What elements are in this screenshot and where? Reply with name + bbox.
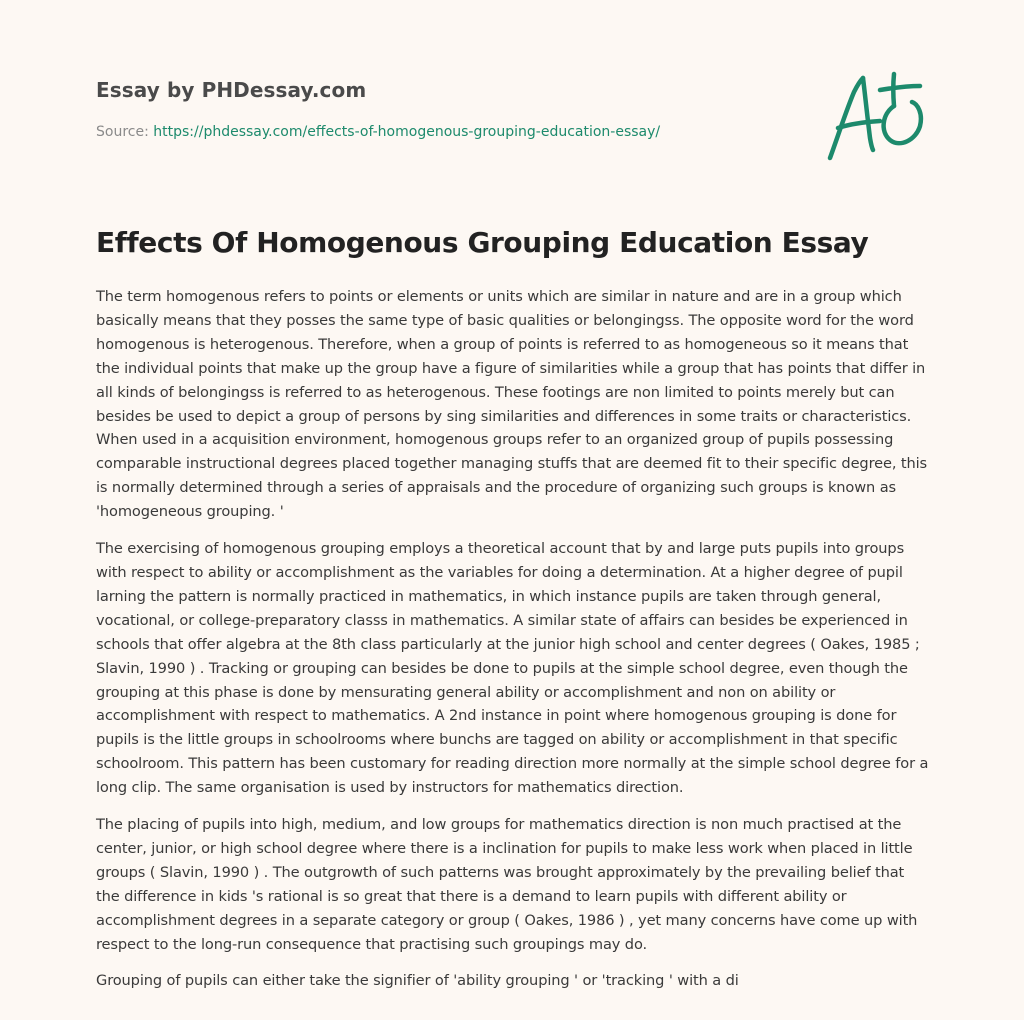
essay-paragraph: The placing of pupils into high, medium, and low groups for mathematics direction is non much practised at the center, junior, or high school degree where there is a inclination for pupils to make less work when placed in little groups ( Slavin, 1990 ) . The outgrowth of such patterns was brought approximately by the prevailing belief that the difference in kids 's rational is so great that there is a demand to learn pupils with different ability or accomplishment degrees in a separate category or group ( Oakes, 1986 ) , yet many concerns have come up with respect to the long-run consequence that practising such groupings may do. <box>96 816 918 953</box>
essay-paragraph: Grouping of pupils can either take the signifier of 'ability grouping ' or 'tracking ' with a di <box>96 972 739 990</box>
essay-paragraph: The term homogenous refers to points or elements or units which are similar in nature and are in a group which basically means that they posses the same type of basic qualities or belongingss. The opposite word for the word homogenous is heterogenous. Therefore, when a group of points is referred to as homogeneous so it means that the individual points that make up the group have a figure of similarities while a group that has points that differ in all kinds of belongingss is referred to as heterogenous. These footings are non limited to points merely but can besides be used to depict a group of persons by sing similarities and differences in some traits or characteristics. When used in a acquisition environment, homogenous groups refer to an organized group of pupils possessing comparable instructional degrees placed together managing stuffs that are deemed fit to their specific degree, this is normally determined through a series of appraisals and the procedure of organizing such groups is known as 'homogeneous grouping. ' <box>96 288 928 521</box>
essay-body <box>96 285 932 1006</box>
a-plus-logo-icon <box>820 66 930 166</box>
source-label: Source: <box>96 124 154 140</box>
source-link[interactable]: https://phdessay.com/effects-of-homogenous-grouping-education-essay/ <box>153 124 661 140</box>
site-brand: Essay by PHDessay.com <box>96 78 367 102</box>
source-line <box>96 124 660 140</box>
essay-title: Effects Of Homogenous Grouping Education Essay <box>96 226 869 259</box>
essay-paragraph: The exercising of homogenous grouping employs a theoretical account that by and large puts pupils into groups with respect to ability or accomplishment as the variables for doing a determination. At a higher degree of pupil larning the pattern is normally practiced in mathematics, in which instance pupils are taken through general, vocational, or college-preparatory classs in mathematics. A similar state of affairs can besides be experienced in schools that offer algebra at the 8th class particularly at the junior high school and center degrees ( Oakes, 1985 ; Slavin, 1990 ) . Tracking or grouping can besides be done to pupils at the simple school degree, even though the grouping at this phase is done by mensurating general ability or accomplishment and non on ability or accomplishment with respect to mathematics. A 2nd instance in point where homogenous grouping is done for pupils is the little groups in schoolrooms where bunchs are tagged on ability or accomplishment in that specific schoolroom. This pattern has been customary for reading direction more normally at the simple school degree for a long clip. The same organisation is used by instructors for mathematics direction. <box>96 540 929 797</box>
